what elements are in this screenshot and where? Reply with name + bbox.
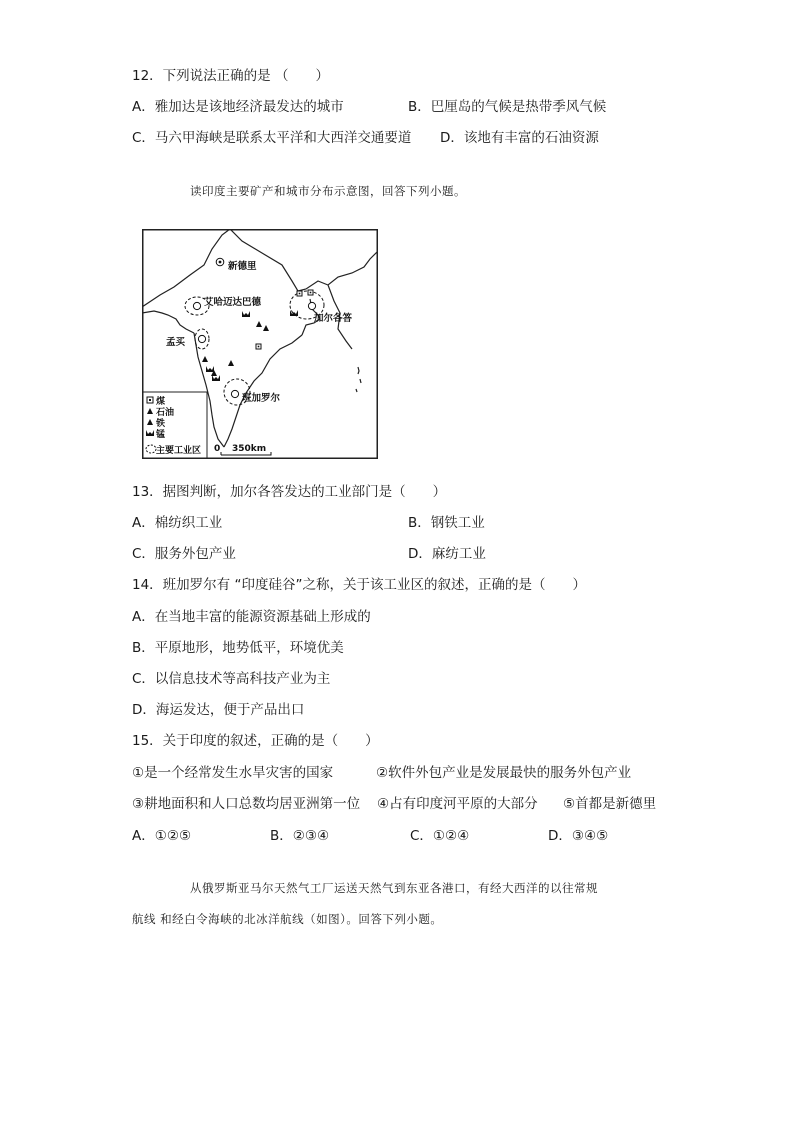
coal-marker: [308, 290, 313, 295]
city-label-bangalore: 班加罗尔: [242, 393, 281, 404]
question-12-option-c: C．马六甲海峡是联系太平洋和大西洋交通要道: [132, 130, 412, 146]
question-14-option-d: D．海运发达，便于产品出口: [132, 702, 305, 718]
question-15-stem: 15．关于印度的叙述，正确的是（ ）: [132, 733, 379, 749]
question-15-option-c: C．①②④: [410, 828, 470, 844]
question-12-stem: 12．下列说法正确的是 （ ）: [132, 68, 329, 84]
legend-oil: 石油: [156, 408, 175, 418]
question-15-option-d: D．③④⑤: [548, 828, 609, 844]
city-label-kolkata: 加尔各答: [314, 313, 353, 324]
question-15-statement-4: ④占有印度河平原的大部分: [377, 796, 538, 812]
question-13-option-a: A．棉纺织工业: [132, 515, 223, 531]
russia-route-intro-line-1: 从俄罗斯亚马尔天然气工厂运送天然气到东亚各港口，有经大西洋的以往常规: [190, 881, 598, 895]
question-14-stem: 14．班加罗尔有 “印度硅谷”之称，关于该工业区的叙述，正确的是（ ）: [132, 577, 586, 593]
question-14-option-b: B．平原地形，地势低平，环境优美: [132, 640, 344, 656]
coal-marker: [297, 291, 302, 296]
question-14-option-c: C．以信息技术等高科技产业为主: [132, 671, 331, 687]
question-13-option-d: D．麻纺工业: [408, 546, 486, 562]
city-label-ahmedabad: 艾哈迈达巴德: [204, 297, 262, 308]
coal-marker: [256, 344, 261, 349]
city-label-mumbai: 孟买: [166, 337, 186, 348]
india-minerals-map: [142, 229, 378, 459]
question-15-statement-5: ⑤首都是新德里: [563, 796, 657, 812]
question-15-statement-3: ③耕地面积和人口总数均居亚洲第一位: [132, 796, 361, 812]
map-legend: [143, 392, 207, 458]
india-map-intro: 读印度主要矿产和城市分布示意图，回答下列小题。: [190, 184, 466, 198]
question-15-statement-2: ②软件外包产业是发展最快的服务外包产业: [376, 765, 632, 781]
question-12-option-b: B．巴厘岛的气候是热带季风气候: [408, 99, 607, 115]
legend-coal: 煤: [156, 397, 166, 407]
legend-manganese: 锰: [156, 430, 166, 440]
scale-distance: 350km: [232, 444, 267, 454]
city-label-delhi: 新德里: [228, 261, 257, 272]
question-13-option-c: C．服务外包产业: [132, 546, 236, 562]
question-12-option-a: A．雅加达是该地经济最发达的城市: [132, 99, 344, 115]
scale-zero: 0: [214, 444, 221, 454]
russia-route-intro-line-2: 航线 和经白令海峡的北冰洋航线（如图）。回答下列小题。: [132, 912, 443, 926]
question-15-statement-1: ①是一个经常发生水旱灾害的国家: [132, 765, 334, 781]
legend-iron: 铁: [156, 419, 166, 429]
legend-industrial-zone: 主要工业区: [156, 446, 202, 456]
question-13-stem: 13．据图判断，加尔各答发达的工业部门是（ ）: [132, 484, 447, 500]
question-12-option-d: D．该地有丰富的石油资源: [440, 130, 599, 146]
question-15-option-a: A．①②⑤: [132, 828, 192, 844]
question-13-option-b: B．钢铁工业: [408, 515, 485, 531]
question-14-option-a: A．在当地丰富的能源资源基础上形成的: [132, 609, 371, 625]
question-15-option-b: B．②③④: [270, 828, 330, 844]
